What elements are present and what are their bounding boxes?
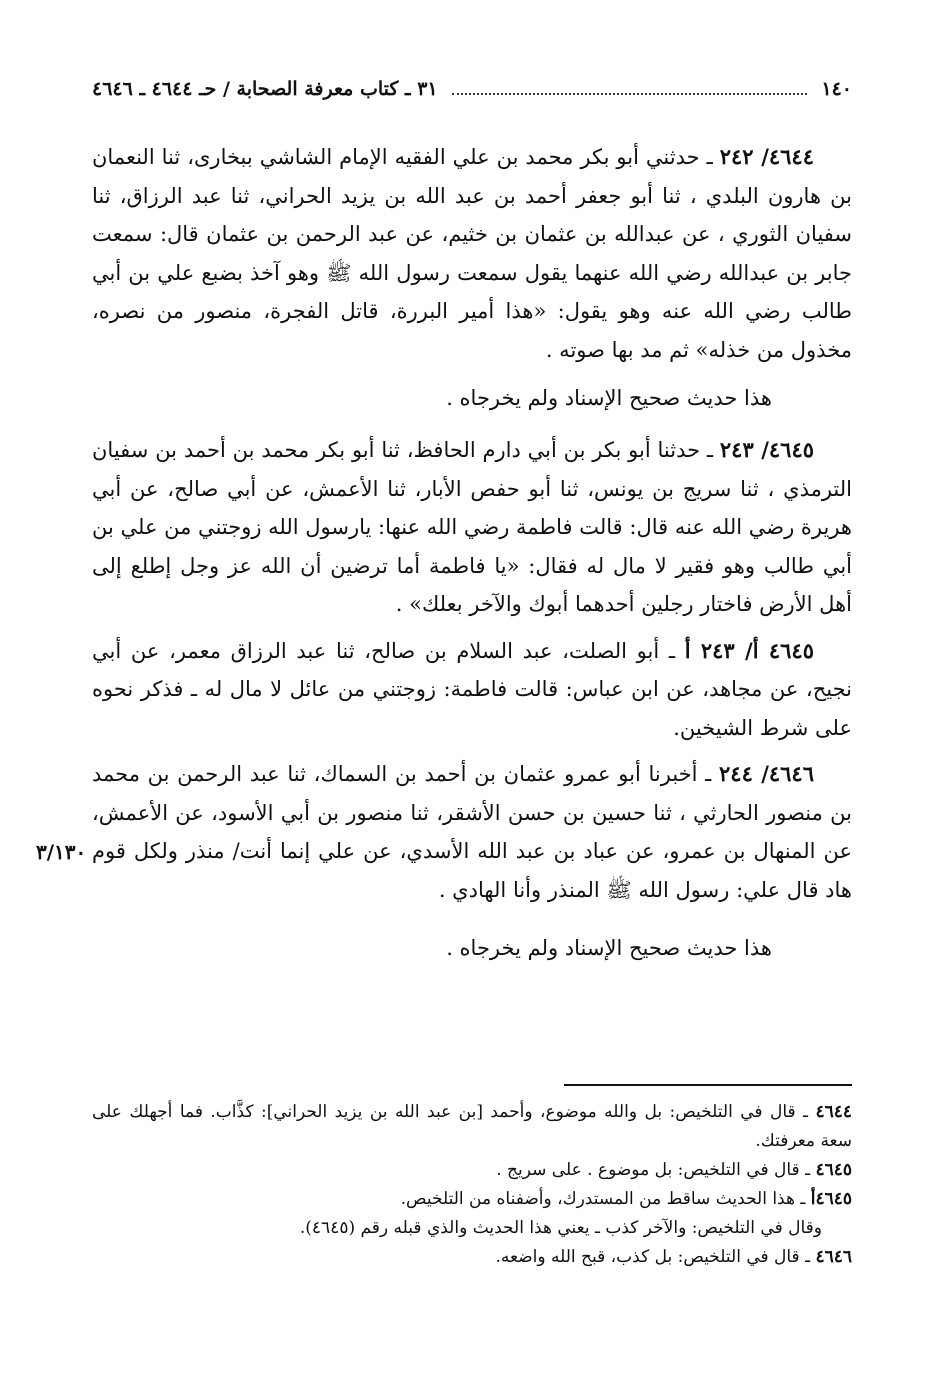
hadith-paragraph [92,632,852,748]
hadith-number: ٤٦٤٥/ ٢٤٣ [719,437,815,462]
footnote-number: ٤٦٤٥أ [810,1189,852,1209]
hadith-text: ـ حدثني أبو بكر محمد بن علي الفقيه الإمام الشاشي ببخارى، ثنا النعمان بن هارون البلدي ، ثنا أبو جعفر أحمد بن عبد الله بن يزيد الحراني، ثنا عبد الرزاق، ثنا سفيان الثوري ، عن عبدالله بن عثمان بن خثيم، عن عبد الرحمن بن عثمان قال: سمعت جابر بن عبدالله رضي الله عنهما يقول سمعت رسول الله ﷺ وهو آخذ بضبع علي بن أبي طالب رضي الله عنه وهو يقول: «هذا أمير البررة، قاتل الفجرة، منصور من نصره، مخذول من خذله» ثم مد بها صوته . [92,145,852,362]
hadith-text: ـ أخبرنا أبو عمرو عثمان بن أحمد بن السماك، ثنا عبد الرحمن بن محمد بن منصور الحارثي ، ثنا حسين بن حسن الأشقر، ثنا منصور بن أبي الأسود، عن الأعمش، عن المنهال بن عمرو، عن عباد بن عبد الله الأسدي، عن علي إنما أنت/ منذر ولكل قوم هاد قال علي: رسول الله ﷺ المنذر وأنا الهادي . [92,762,852,902]
footnote-text: ـ هذا الحديث ساقط من المستدرك، وأضفناه من التلخيص. [400,1189,811,1209]
footnote-divider [564,1084,852,1086]
footnote [92,1185,852,1214]
footnote [92,1243,852,1272]
margin-reference: ٣/١٣٠ [36,840,87,864]
verdict-line: هذا حديث صحيح الإسناد ولم يخرجاه . [446,386,772,410]
main-text [36,138,852,981]
footnote-text: ـ قال في التلخيص: بل كذب، قبح الله واضعه. [495,1247,816,1267]
footnote-number: ٤٦٤٥ [815,1160,852,1180]
footnotes [92,1098,852,1272]
header-dot-leader [452,79,808,95]
footnote-text: وقال في التلخيص: والآخر كذب ـ يعني هذا الحديث والذي قبله رقم (٤٦٤٥). [299,1218,822,1238]
footnote-text: ـ قال في التلخيص: بل موضوع . على سريج . [496,1160,816,1180]
footnote-number: ٤٦٤٦ [815,1247,852,1267]
verdict-line: هذا حديث صحيح الإسناد ولم يخرجاه . [446,936,772,960]
hadith-paragraph [36,755,852,909]
hadith-text: ـ حدثنا أبو بكر بن أبي دارم الحافظ، ثنا أبو بكر محمد بن أحمد بن سفيان الترمذي ، ثنا سريج بن يونس، ثنا أبو حفص الأبار، ثنا الأعمش، عن أبي صالح، عن أبي هريرة رضي الله عنه قال: قالت فاطمة رضي الله عنها: يارسول الله زوجتني من علي بن أبي طالب وهو فقير لا مال له فقال: «يا فاطمة أما ترضين أن الله عز وجل إطلع إلى أهل الأرض فاختار رجلين أحدهما أبوك والآخر بعلك» . [91,438,852,616]
hadith-paragraph [92,138,852,369]
hadith-number: ٤٦٤٤/ ٢٤٢ [719,144,814,169]
footnote [92,1098,852,1156]
hadith-paragraph [92,431,852,624]
footnote-continuation [92,1214,852,1243]
footnote-text: ـ قال في التلخيص: بل والله موضوع، وأحمد [بن عبد الله بن يزيد الحراني]: كذَّاب. فما أجهلك على سعة معرفتك. [92,1102,852,1151]
running-title: ٣١ ـ كتاب معرفة الصحابة / حـ ٤٦٤٤ ـ ٤٦٤٦ [92,78,438,100]
footnote [92,1156,852,1185]
hadith-number: ٤٦٤٥ أ/ ٢٤٣ أ [684,637,814,663]
hadith-number: ٤٦٤٦/ ٢٤٤ [719,761,814,786]
page-header [92,78,852,118]
book-page [36,78,852,1338]
page-number: ١٤٠ [821,78,852,100]
hadith-text: ـ أبو الصلت، عبد السلام بن صالح، ثنا عبد الرزاق معمر، عن أبي نجيح، عن مجاهد، عن ابن عباس: قالت فاطمة: زوجتني من عائل لا مال له ـ فذكر نحوه على شرط الشيخين. [92,638,852,740]
footnote-number: ٤٦٤٤ [815,1102,852,1122]
